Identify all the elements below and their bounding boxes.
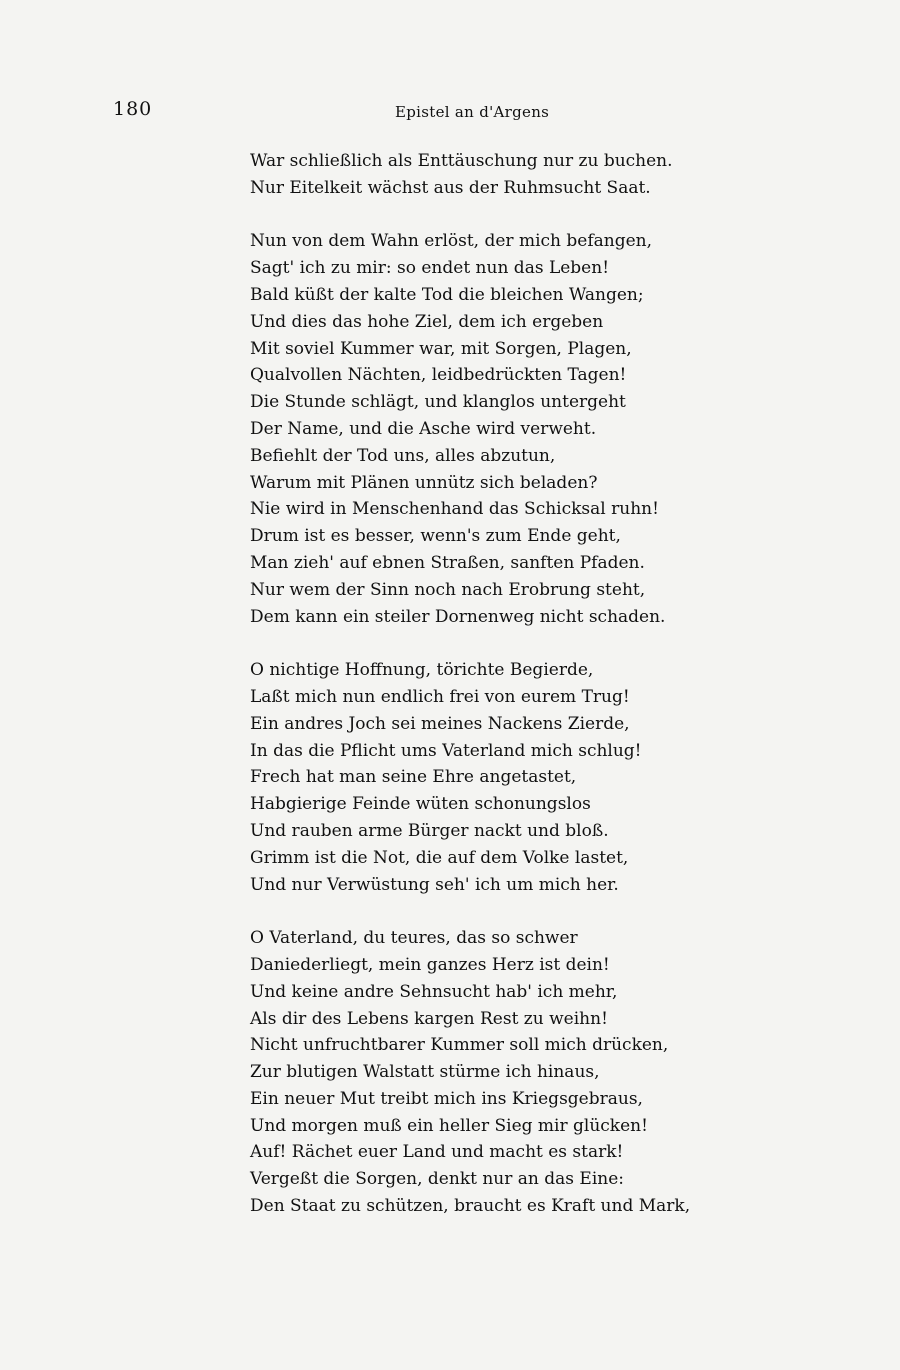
poem-line: Nur Eitelkeit wächst aus der Ruhmsucht Saat. <box>250 177 651 198</box>
poem-line: Als dir des Lebens kargen Rest zu weihn! <box>250 1008 608 1029</box>
stanza-gap <box>250 202 690 229</box>
poem-line: Drum ist es besser, wenn's zum Ende geht, <box>250 526 621 547</box>
poem-line: Frech hat man seine Ehre angetastet, <box>250 767 577 788</box>
stanza <box>250 228 690 630</box>
poem-line: O Vaterland, du teures, das so schwer <box>250 928 578 949</box>
poem-line: Ein andres Joch sei meines Nackens Zierde, <box>250 713 630 734</box>
poem-line: Daniederliegt, mein ganzes Herz ist dein! <box>250 954 610 975</box>
stanza-gap <box>250 898 690 925</box>
stanza-gap <box>250 630 690 657</box>
poem-line: Und rauben arme Bürger nackt und bloß. <box>250 820 609 841</box>
poem-line: War schließlich als Enttäuschung nur zu buchen. <box>250 151 673 171</box>
poem-line: Nie wird in Menschenhand das Schicksal ruhn! <box>250 499 659 520</box>
poem-body <box>250 148 690 1220</box>
poem-line: Mit soviel Kummer war, mit Sorgen, Plagen, <box>250 338 632 359</box>
poem-line: Und morgen muß ein heller Sieg mir glücken! <box>250 1115 648 1136</box>
poem-line: Sagt' ich zu mir: so endet nun das Leben! <box>250 258 610 279</box>
stanza <box>250 657 690 898</box>
poem-line: Dem kann ein steiler Dornenweg nicht schaden. <box>250 606 666 627</box>
poem-line: Befiehlt der Tod uns, alles abzutun, <box>250 445 556 466</box>
running-head: Epistel an d'Argens <box>395 103 550 121</box>
stanza <box>250 148 690 202</box>
poem-line: Die Stunde schlägt, und klanglos untergeht <box>250 392 626 413</box>
poem-line: Habgierige Feinde wüten schonungslos <box>250 794 591 815</box>
poem-line: Warum mit Plänen unnütz sich beladen? <box>250 472 598 493</box>
poem-line: Zur blutigen Walstatt stürme ich hinaus, <box>250 1062 600 1083</box>
poem-line: Grimm ist die Not, die auf dem Volke lastet, <box>250 847 629 868</box>
poem-line: Auf! Rächet euer Land und macht es stark! <box>250 1142 624 1163</box>
poem-line: Ein neuer Mut treibt mich ins Kriegsgebraus, <box>250 1088 643 1109</box>
poem-line: Bald küßt der kalte Tod die bleichen Wangen; <box>250 284 644 305</box>
poem-line: Qualvollen Nächten, leidbedrückten Tagen! <box>250 365 627 386</box>
poem-line: Den Staat zu schützen, braucht es Kraft und Mark, <box>250 1196 691 1217</box>
poem-line: Und dies das hohe Ziel, dem ich ergeben <box>250 311 604 332</box>
poem-line: Nur wem der Sinn noch nach Erobrung steht, <box>250 579 646 600</box>
page-number: 180 <box>113 98 153 120</box>
poem-line: Nun von dem Wahn erlöst, der mich befangen, <box>250 231 653 252</box>
poem-line: Der Name, und die Asche wird verweht. <box>250 418 597 439</box>
poem-line: Nicht unfruchtbarer Kummer soll mich drücken, <box>250 1035 669 1056</box>
poem-line: Und nur Verwüstung seh' ich um mich her. <box>250 874 619 895</box>
poem-line: O nichtige Hoffnung, törichte Begierde, <box>250 660 594 681</box>
poem-line: Man zieh' auf ebnen Straßen, sanften Pfaden. <box>250 552 645 573</box>
stanza <box>250 925 690 1220</box>
poem-line: Und keine andre Sehnsucht hab' ich mehr, <box>250 981 618 1002</box>
poem-line: Laßt mich nun endlich frei von eurem Trug! <box>250 686 630 707</box>
poem-line: In das die Pflicht ums Vaterland mich schlug! <box>250 740 642 761</box>
poem-line: Vergeßt die Sorgen, denkt nur an das Eine: <box>250 1169 624 1190</box>
